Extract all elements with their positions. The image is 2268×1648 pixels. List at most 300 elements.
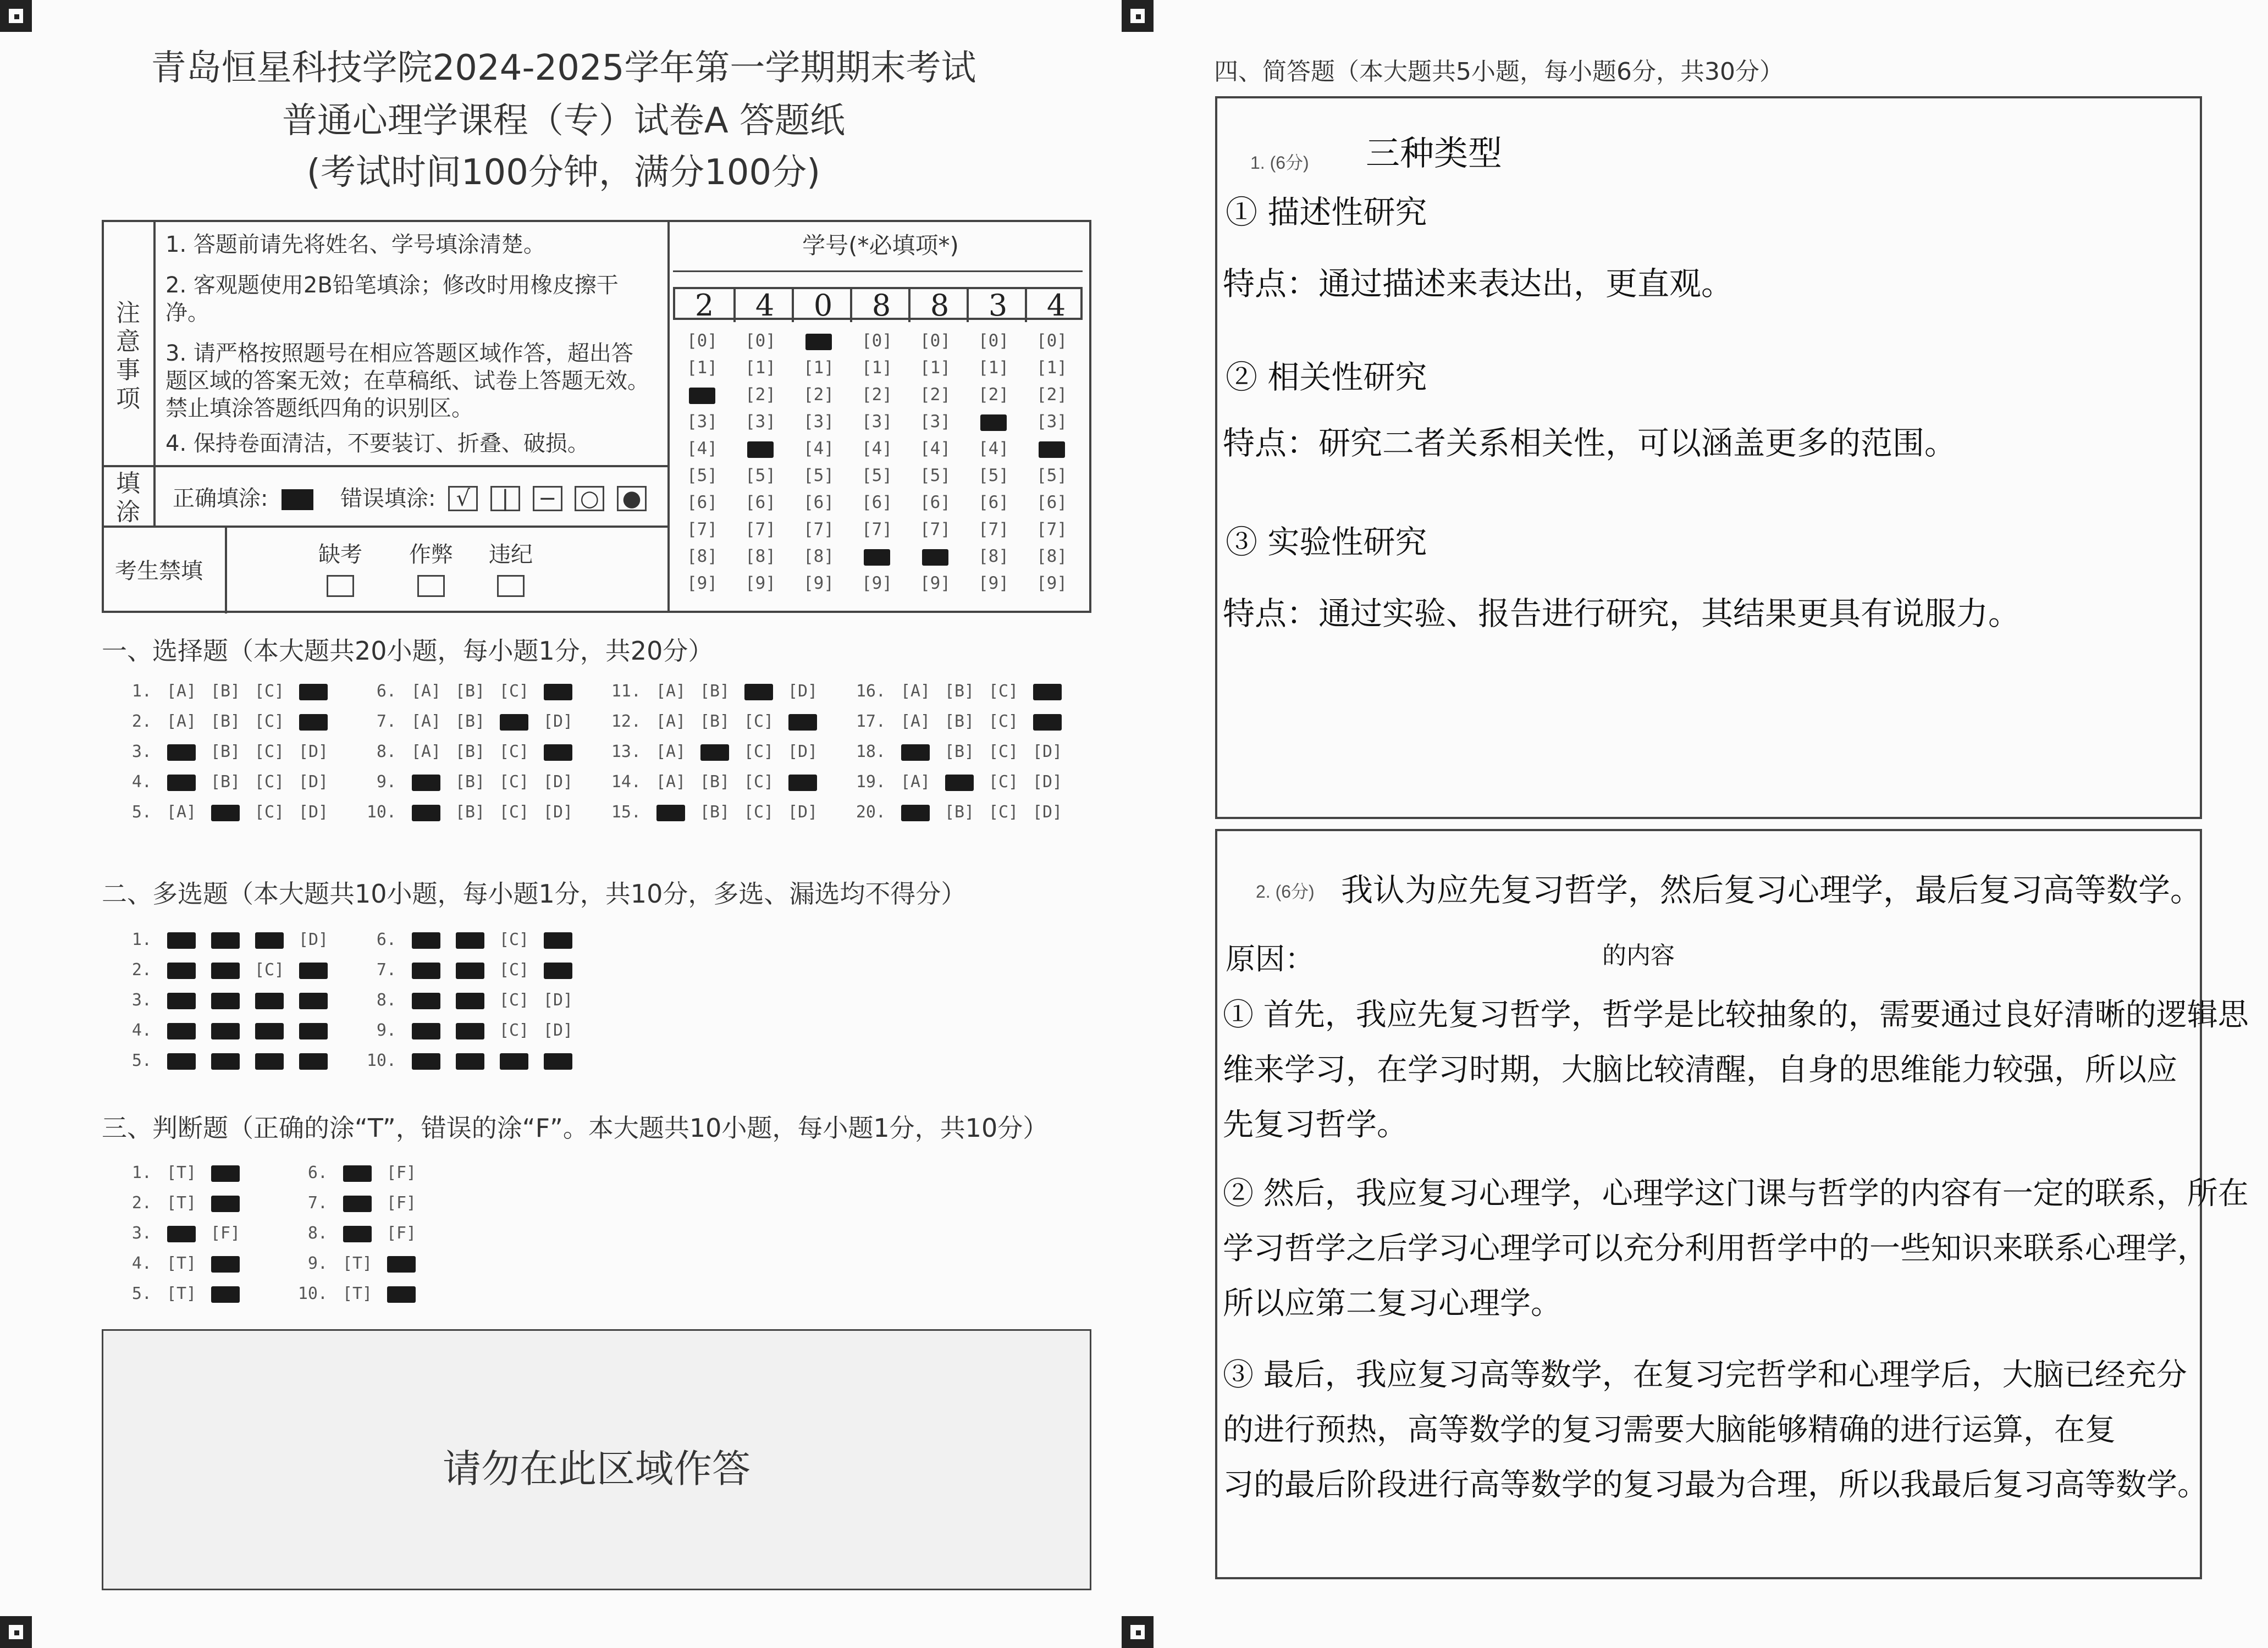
- question-row[interactable]: 4.: [115, 1015, 335, 1046]
- question-row[interactable]: 20. [B] [C] [D]: [849, 797, 1069, 827]
- id-bubble[interactable]: [0]: [1036, 331, 1067, 351]
- option-bubble[interactable]: [937, 772, 981, 792]
- question-row[interactable]: 1. [T]: [115, 1158, 247, 1188]
- id-bubble[interactable]: [974, 408, 1013, 435]
- question-row[interactable]: 10. [B] [C] [D]: [360, 797, 580, 827]
- notice-item: 3. 请严格按照题号在相应答题区域作答，超出答题区域的答案无效；在草稿纸、试卷上答题无效。禁止填涂答题纸四角的识别区。: [165, 341, 649, 421]
- option-bubble[interactable]: [737, 682, 781, 701]
- option-bubble[interactable]: [247, 1021, 291, 1040]
- option-bubble[interactable]: [C]: [988, 772, 1019, 792]
- id-bubble[interactable]: [5]: [862, 466, 892, 485]
- q2-number: 2. (6分): [1256, 882, 1315, 902]
- id-bubble[interactable]: [7]: [978, 519, 1009, 539]
- option-bubble[interactable]: [T]: [166, 1163, 197, 1182]
- option-bubble[interactable]: [A]: [411, 742, 442, 761]
- student-id-column[interactable]: [974, 328, 1013, 597]
- option-bubble[interactable]: [D]: [1032, 742, 1063, 761]
- student-id-column[interactable]: [916, 328, 954, 597]
- option-bubble[interactable]: [D]: [298, 742, 329, 761]
- q1-handwriting: ③ 实验性研究: [1226, 523, 1427, 561]
- student-id-bubble-grid[interactable]: [673, 328, 1083, 602]
- option-bubble[interactable]: [T]: [342, 1284, 373, 1303]
- section2-title: 二、多选题（本大题共10小题，每小题1分，共10分，多选、漏选均不得分）: [102, 879, 967, 909]
- option-bubble[interactable]: [B]: [455, 712, 485, 731]
- id-bubble[interactable]: [2]: [978, 385, 1009, 405]
- option-bubble[interactable]: [C]: [254, 682, 285, 701]
- option-bubble[interactable]: [A]: [655, 742, 686, 761]
- option-bubble[interactable]: [C]: [254, 742, 285, 761]
- id-bubble[interactable]: [9]: [745, 573, 776, 593]
- id-bubble[interactable]: [8]: [803, 546, 834, 566]
- option-bubble[interactable]: [203, 1021, 247, 1040]
- option-bubble[interactable]: [536, 960, 580, 980]
- option-bubble[interactable]: [159, 991, 203, 1010]
- question-row[interactable]: 11. [A] [B] [D]: [605, 676, 825, 706]
- question-row[interactable]: 10. [T]: [291, 1279, 423, 1309]
- option-bubble[interactable]: [T]: [166, 1284, 197, 1303]
- id-bubble[interactable]: [3]: [803, 412, 834, 432]
- question-row[interactable]: 5. [A] [C] [D]: [115, 797, 335, 827]
- option-bubble[interactable]: [781, 772, 825, 792]
- id-bubble[interactable]: [7]: [862, 519, 892, 539]
- option-bubble[interactable]: [448, 960, 492, 980]
- id-bubble[interactable]: [0]: [687, 331, 718, 351]
- option-bubble[interactable]: [203, 803, 247, 822]
- question-row[interactable]: 9. [B] [C] [D]: [360, 767, 580, 797]
- question-row[interactable]: 15. [B] [C] [D]: [605, 797, 825, 827]
- id-bubble[interactable]: [6]: [803, 493, 834, 512]
- option-bubble[interactable]: [A]: [655, 712, 686, 731]
- section4-title: 四、简答题（本大题共5小题，每小题6分，共30分）: [1214, 58, 1784, 86]
- id-bubble[interactable]: [2]: [803, 385, 834, 405]
- id-bubble[interactable]: [9]: [687, 573, 718, 593]
- option-bubble[interactable]: [F]: [210, 1224, 241, 1243]
- option-bubble[interactable]: [B]: [699, 682, 730, 701]
- id-bubble[interactable]: [5]: [1036, 466, 1067, 485]
- proctor-cheating[interactable]: 作弊: [409, 541, 453, 597]
- id-bubble[interactable]: [4]: [862, 439, 892, 458]
- option-bubble[interactable]: [A]: [166, 803, 197, 822]
- id-bubble[interactable]: [7]: [920, 519, 951, 539]
- option-bubble[interactable]: [203, 1193, 247, 1213]
- section2-answers[interactable]: [115, 925, 610, 1079]
- section3-title: 三、判断题（正确的涂“T”，错误的涂“F”。本大题共10小题，每小题1分，共10分）: [102, 1113, 1049, 1143]
- option-bubble[interactable]: [C]: [499, 1021, 529, 1040]
- option-bubble[interactable]: [B]: [210, 712, 241, 731]
- question-row[interactable]: 14. [A] [B] [C]: [605, 767, 825, 797]
- question-row[interactable]: 7. [C]: [360, 955, 580, 985]
- option-bubble[interactable]: [A]: [411, 682, 442, 701]
- id-bubble[interactable]: [741, 435, 780, 462]
- question-row[interactable]: 4. [T]: [115, 1248, 247, 1279]
- option-bubble[interactable]: [A]: [655, 772, 686, 792]
- student-id-column[interactable]: [1033, 328, 1071, 597]
- proctor-violation[interactable]: 违纪: [489, 541, 533, 597]
- q1-handwriting: 三种类型: [1366, 133, 1503, 173]
- option-bubble[interactable]: [291, 712, 335, 731]
- option-bubble[interactable]: [159, 742, 203, 761]
- option-bubble[interactable]: [A]: [655, 682, 686, 701]
- id-bubble[interactable]: [9]: [862, 573, 892, 593]
- option-bubble[interactable]: [203, 930, 247, 949]
- option-bubble[interactable]: [159, 1021, 203, 1040]
- option-bubble[interactable]: [B]: [699, 803, 730, 822]
- option-bubble[interactable]: [B]: [944, 803, 975, 822]
- option-bubble[interactable]: [C]: [254, 803, 285, 822]
- option-bubble[interactable]: [203, 1163, 247, 1182]
- option-bubble[interactable]: [693, 742, 737, 761]
- option-bubble[interactable]: [D]: [543, 772, 573, 792]
- question-row[interactable]: 5.: [115, 1046, 335, 1076]
- option-bubble[interactable]: [404, 930, 448, 949]
- option-bubble[interactable]: [D]: [787, 803, 818, 822]
- option-bubble[interactable]: [D]: [543, 803, 573, 822]
- option-bubble[interactable]: [448, 930, 492, 949]
- id-bubble[interactable]: [3]: [687, 412, 718, 432]
- id-bubble[interactable]: [5]: [803, 466, 834, 485]
- option-bubble[interactable]: [T]: [166, 1254, 197, 1273]
- option-bubble[interactable]: [1025, 712, 1069, 731]
- id-bubble[interactable]: [5]: [687, 466, 718, 485]
- option-bubble[interactable]: [781, 712, 825, 731]
- question-row[interactable]: 10.: [360, 1046, 580, 1076]
- option-bubble[interactable]: [C]: [743, 772, 774, 792]
- question-row[interactable]: 17. [A] [B] [C]: [849, 706, 1069, 737]
- id-bubble[interactable]: [6]: [920, 493, 951, 512]
- option-bubble[interactable]: [379, 1284, 423, 1303]
- id-bubble[interactable]: [1]: [920, 358, 951, 378]
- id-bubble[interactable]: [5]: [920, 466, 951, 485]
- option-bubble[interactable]: [159, 960, 203, 980]
- id-bubble[interactable]: [6]: [745, 493, 776, 512]
- option-bubble[interactable]: [203, 960, 247, 980]
- question-row[interactable]: 3.: [115, 985, 335, 1015]
- student-id-column[interactable]: [799, 328, 838, 597]
- id-bubble[interactable]: [1033, 435, 1071, 462]
- option-bubble[interactable]: [B]: [210, 742, 241, 761]
- option-bubble[interactable]: [D]: [298, 930, 329, 949]
- question-row[interactable]: 4. [B] [C] [D]: [115, 767, 335, 797]
- id-bubble[interactable]: [8]: [1036, 546, 1067, 566]
- q2-handwriting: 习的最后阶段进行高等数学的复习最为合理，所以我最后复习高等数学。: [1223, 1467, 2208, 1503]
- question-row[interactable]: 1. [A] [B] [C]: [115, 676, 335, 706]
- id-bubble[interactable]: [2]: [745, 385, 776, 405]
- id-bubble[interactable]: [8]: [978, 546, 1009, 566]
- option-bubble[interactable]: [D]: [543, 1021, 573, 1040]
- option-bubble[interactable]: [C]: [743, 742, 774, 761]
- option-bubble[interactable]: [A]: [900, 682, 931, 701]
- id-bubble[interactable]: [5]: [978, 466, 1009, 485]
- option-bubble[interactable]: [B]: [944, 712, 975, 731]
- registration-mark-top-center: [1122, 0, 1154, 32]
- id-bubble[interactable]: [799, 328, 838, 355]
- option-bubble[interactable]: [B]: [944, 742, 975, 761]
- id-bubble[interactable]: [8]: [687, 546, 718, 566]
- option-bubble[interactable]: [C]: [743, 712, 774, 731]
- id-bubble[interactable]: [0]: [920, 331, 951, 351]
- student-id-column[interactable]: [858, 328, 896, 597]
- option-bubble[interactable]: [404, 1021, 448, 1040]
- question-row[interactable]: 2. [A] [B] [C]: [115, 706, 335, 737]
- q1-handwriting: 特点：通过实验、报告进行研究，其结果更具有说服力。: [1223, 595, 2021, 632]
- id-bubble[interactable]: [1]: [803, 358, 834, 378]
- option-bubble[interactable]: [C]: [499, 930, 529, 949]
- question-row[interactable]: 8. [F]: [291, 1218, 423, 1248]
- option-bubble[interactable]: [F]: [386, 1163, 417, 1182]
- option-bubble[interactable]: [C]: [254, 772, 285, 792]
- option-bubble[interactable]: [536, 682, 580, 701]
- option-bubble[interactable]: [291, 1021, 335, 1040]
- id-bubble[interactable]: [3]: [745, 412, 776, 432]
- q2-handwriting: ① 首先，我应先复习哲学，哲学是比较抽象的，需要通过良好清晰的逻辑思: [1223, 997, 2249, 1033]
- option-bubble[interactable]: [379, 1254, 423, 1273]
- question-row[interactable]: 3. [F]: [115, 1218, 247, 1248]
- question-row[interactable]: 18. [B] [C] [D]: [849, 737, 1069, 767]
- question-row[interactable]: 3. [B] [C] [D]: [115, 737, 335, 767]
- option-bubble[interactable]: [159, 772, 203, 792]
- option-bubble[interactable]: [C]: [988, 742, 1019, 761]
- option-bubble[interactable]: [B]: [699, 712, 730, 731]
- id-bubble[interactable]: [4]: [803, 439, 834, 458]
- question-row[interactable]: 7. [A] [B] [D]: [360, 706, 580, 737]
- option-bubble[interactable]: [C]: [988, 682, 1019, 701]
- option-bubble[interactable]: [291, 1051, 335, 1070]
- question-row[interactable]: 19. [A] [C] [D]: [849, 767, 1069, 797]
- option-bubble[interactable]: [536, 930, 580, 949]
- id-bubble[interactable]: [1]: [978, 358, 1009, 378]
- exam-title: 青岛恒星科技学院2024-2025学年第一学期期末考试: [151, 48, 976, 89]
- id-bubble[interactable]: [4]: [978, 439, 1009, 458]
- option-bubble[interactable]: [404, 960, 448, 980]
- question-row[interactable]: 9. [T]: [291, 1248, 423, 1279]
- question-row[interactable]: 1. [D]: [115, 925, 335, 955]
- id-bubble[interactable]: [9]: [920, 573, 951, 593]
- q2-insert-mark: 的内容: [1602, 942, 1675, 970]
- id-bubble[interactable]: [5]: [745, 466, 776, 485]
- notice-item: 1. 答题前请先将姓名、学号填涂清楚。: [165, 232, 545, 257]
- question-row[interactable]: 9. [C] [D]: [360, 1015, 580, 1046]
- option-bubble[interactable]: [A]: [900, 772, 931, 792]
- option-bubble[interactable]: [448, 991, 492, 1010]
- id-bubble[interactable]: [7]: [687, 519, 718, 539]
- correct-fill-label: 正确填涂:: [173, 485, 313, 512]
- id-bubble[interactable]: [8]: [745, 546, 776, 566]
- option-bubble[interactable]: [A]: [166, 682, 197, 701]
- id-bubble[interactable]: [0]: [978, 331, 1009, 351]
- option-bubble[interactable]: [A]: [900, 712, 931, 731]
- option-bubble[interactable]: [C]: [499, 991, 529, 1010]
- option-bubble[interactable]: [448, 1051, 492, 1070]
- option-bubble[interactable]: [B]: [944, 682, 975, 701]
- option-bubble[interactable]: [159, 930, 203, 949]
- option-bubble[interactable]: [335, 1163, 379, 1182]
- id-bubble[interactable]: [6]: [862, 493, 892, 512]
- id-bubble[interactable]: [9]: [1036, 573, 1067, 593]
- option-bubble[interactable]: [C]: [988, 803, 1019, 822]
- q2-handwriting: ② 然后，我应复习心理学，心理学这门课与哲学的内容有一定的联系，所在: [1223, 1176, 2249, 1212]
- option-bubble[interactable]: [404, 803, 448, 822]
- option-bubble[interactable]: [291, 682, 335, 701]
- question-row[interactable]: 6. [A] [B] [C]: [360, 676, 580, 706]
- option-bubble[interactable]: [C]: [743, 803, 774, 822]
- id-bubble[interactable]: [9]: [803, 573, 834, 593]
- option-bubble[interactable]: [A]: [166, 712, 197, 731]
- option-bubble[interactable]: [893, 742, 937, 761]
- option-bubble[interactable]: [C]: [499, 682, 529, 701]
- option-bubble[interactable]: [C]: [499, 960, 529, 980]
- option-bubble[interactable]: [247, 1051, 291, 1070]
- option-bubble[interactable]: [203, 1051, 247, 1070]
- no-answer-zone-text: 请勿在此区域作答: [443, 1446, 751, 1491]
- registration-mark-bottom-left: [0, 1616, 32, 1648]
- option-bubble[interactable]: [D]: [787, 742, 818, 761]
- id-bubble[interactable]: [7]: [803, 519, 834, 539]
- option-bubble[interactable]: [C]: [499, 772, 529, 792]
- student-id-column[interactable]: [741, 328, 780, 597]
- option-bubble[interactable]: [291, 960, 335, 980]
- id-bubble[interactable]: [1]: [1036, 358, 1067, 378]
- option-bubble[interactable]: [D]: [1032, 772, 1063, 792]
- option-bubble[interactable]: [B]: [455, 682, 485, 701]
- id-bubble[interactable]: [683, 381, 721, 408]
- info-box: [102, 220, 1091, 613]
- option-bubble[interactable]: [D]: [543, 991, 573, 1010]
- id-bubble[interactable]: [4]: [920, 439, 951, 458]
- q1-answer-box[interactable]: [1215, 96, 2202, 819]
- question-row[interactable]: 8. [C] [D]: [360, 985, 580, 1015]
- option-bubble[interactable]: [D]: [1032, 803, 1063, 822]
- option-bubble[interactable]: [D]: [787, 682, 818, 701]
- question-row[interactable]: 13. [A] [C] [D]: [605, 737, 825, 767]
- no-answer-zone: [102, 1329, 1091, 1590]
- option-bubble[interactable]: [448, 1021, 492, 1040]
- id-bubble[interactable]: [858, 543, 896, 570]
- option-bubble[interactable]: [B]: [455, 803, 485, 822]
- notice-item: 4. 保持卷面清洁，不要装订、折叠、破损。: [165, 431, 589, 456]
- student-id-label: 学号(*必填项*): [802, 232, 959, 259]
- q2-handwriting: 原因：: [1226, 942, 1315, 976]
- q2-handwriting: 的进行预热，高等数学的复习需要大脑能够精确的进行运算，在复: [1223, 1412, 2116, 1448]
- option-bubble[interactable]: [536, 1051, 580, 1070]
- id-bubble[interactable]: [1]: [687, 358, 718, 378]
- registration-mark-bottom-center: [1122, 1616, 1154, 1648]
- option-bubble[interactable]: [404, 1051, 448, 1070]
- option-bubble[interactable]: [C]: [254, 960, 285, 980]
- option-bubble[interactable]: [335, 1224, 379, 1243]
- q2-answer-box[interactable]: [1215, 829, 2249, 1579]
- option-bubble[interactable]: [203, 1254, 247, 1273]
- question-row[interactable]: 8. [A] [B] [C]: [360, 737, 580, 767]
- option-bubble[interactable]: [1025, 682, 1069, 701]
- option-bubble[interactable]: [893, 803, 937, 822]
- option-bubble[interactable]: [C]: [499, 803, 529, 822]
- q2-handwriting: 先复习哲学。: [1223, 1107, 1408, 1143]
- q2-handwriting: 我认为应先复习哲学，然后复习心理学，最后复习高等数学。: [1341, 871, 2203, 909]
- id-bubble[interactable]: [3]: [1036, 412, 1067, 432]
- option-bubble[interactable]: [404, 772, 448, 792]
- id-bubble[interactable]: [0]: [862, 331, 892, 351]
- question-row[interactable]: 2. [T]: [115, 1188, 247, 1218]
- q1-handwriting: 特点：通过描述来表达出，更直观。: [1223, 265, 1734, 302]
- id-bubble[interactable]: [3]: [862, 412, 892, 432]
- option-bubble[interactable]: [D]: [298, 803, 329, 822]
- id-bubble[interactable]: [6]: [1036, 493, 1067, 512]
- notice-item: 2. 客观题使用2B铅笔填涂；修改时用橡皮擦干净。: [165, 273, 619, 325]
- option-bubble[interactable]: [203, 1284, 247, 1303]
- option-bubble[interactable]: [A]: [411, 712, 442, 731]
- option-bubble[interactable]: [404, 991, 448, 1010]
- proctor-label: 考生禁填: [115, 558, 203, 584]
- id-bubble[interactable]: [9]: [978, 573, 1009, 593]
- option-bubble[interactable]: [B]: [210, 772, 241, 792]
- option-bubble[interactable]: [D]: [543, 712, 573, 731]
- id-bubble[interactable]: [0]: [745, 331, 776, 351]
- question-row[interactable]: 12. [A] [B] [C]: [605, 706, 825, 737]
- id-bubble[interactable]: [4]: [687, 439, 718, 458]
- question-row[interactable]: 6. [C]: [360, 925, 580, 955]
- id-bubble[interactable]: [1]: [745, 358, 776, 378]
- id-bubble[interactable]: [916, 543, 954, 570]
- section3-answers[interactable]: [115, 1158, 500, 1301]
- id-bubble[interactable]: [7]: [1036, 519, 1067, 539]
- option-bubble[interactable]: [D]: [298, 772, 329, 792]
- option-bubble[interactable]: [C]: [254, 712, 285, 731]
- option-bubble[interactable]: [649, 803, 693, 822]
- option-bubble[interactable]: [536, 742, 580, 761]
- question-row[interactable]: 5. [T]: [115, 1279, 247, 1309]
- id-bubble[interactable]: [2]: [1036, 385, 1067, 405]
- id-bubble[interactable]: [3]: [920, 412, 951, 432]
- id-bubble[interactable]: [6]: [687, 493, 718, 512]
- option-bubble[interactable]: [B]: [455, 772, 485, 792]
- option-bubble[interactable]: [T]: [166, 1193, 197, 1213]
- section1-answers[interactable]: [115, 676, 1105, 830]
- option-bubble[interactable]: [335, 1193, 379, 1213]
- option-bubble[interactable]: [492, 712, 536, 731]
- q2-handwriting: 学习哲学之后学习心理学可以充分利用哲学中的一些知识来联系心理学，: [1223, 1231, 2208, 1267]
- option-bubble[interactable]: [F]: [386, 1193, 417, 1213]
- option-bubble[interactable]: [492, 1051, 536, 1070]
- question-row[interactable]: 16. [A] [B] [C]: [849, 676, 1069, 706]
- option-bubble[interactable]: [B]: [455, 742, 485, 761]
- option-bubble[interactable]: [B]: [210, 682, 241, 701]
- exam-duration: (考试时间100分钟，满分100分): [306, 152, 821, 193]
- option-bubble[interactable]: [247, 991, 291, 1010]
- id-bubble[interactable]: [1]: [862, 358, 892, 378]
- fill-guide-label: 填 涂: [116, 469, 140, 526]
- option-bubble[interactable]: [C]: [499, 742, 529, 761]
- option-bubble[interactable]: [T]: [342, 1254, 373, 1273]
- id-bubble[interactable]: [2]: [862, 385, 892, 405]
- option-bubble[interactable]: [B]: [699, 772, 730, 792]
- option-bubble[interactable]: [F]: [386, 1224, 417, 1243]
- option-bubble[interactable]: [291, 991, 335, 1010]
- question-row[interactable]: 2. [C]: [115, 955, 335, 985]
- student-id-column[interactable]: [683, 328, 721, 597]
- option-bubble[interactable]: [C]: [988, 712, 1019, 731]
- option-bubble[interactable]: [247, 930, 291, 949]
- id-bubble[interactable]: [6]: [978, 493, 1009, 512]
- option-bubble[interactable]: [203, 991, 247, 1010]
- option-bubble[interactable]: [159, 1051, 203, 1070]
- option-bubble[interactable]: [159, 1224, 203, 1243]
- id-bubble[interactable]: [7]: [745, 519, 776, 539]
- id-bubble[interactable]: [2]: [920, 385, 951, 405]
- proctor-absent[interactable]: 缺考: [318, 541, 362, 597]
- question-row[interactable]: 6. [F]: [291, 1158, 423, 1188]
- wrong-fill-label: 错误填涂: √ | − ○ ●: [340, 485, 647, 512]
- question-row[interactable]: 7. [F]: [291, 1188, 423, 1218]
